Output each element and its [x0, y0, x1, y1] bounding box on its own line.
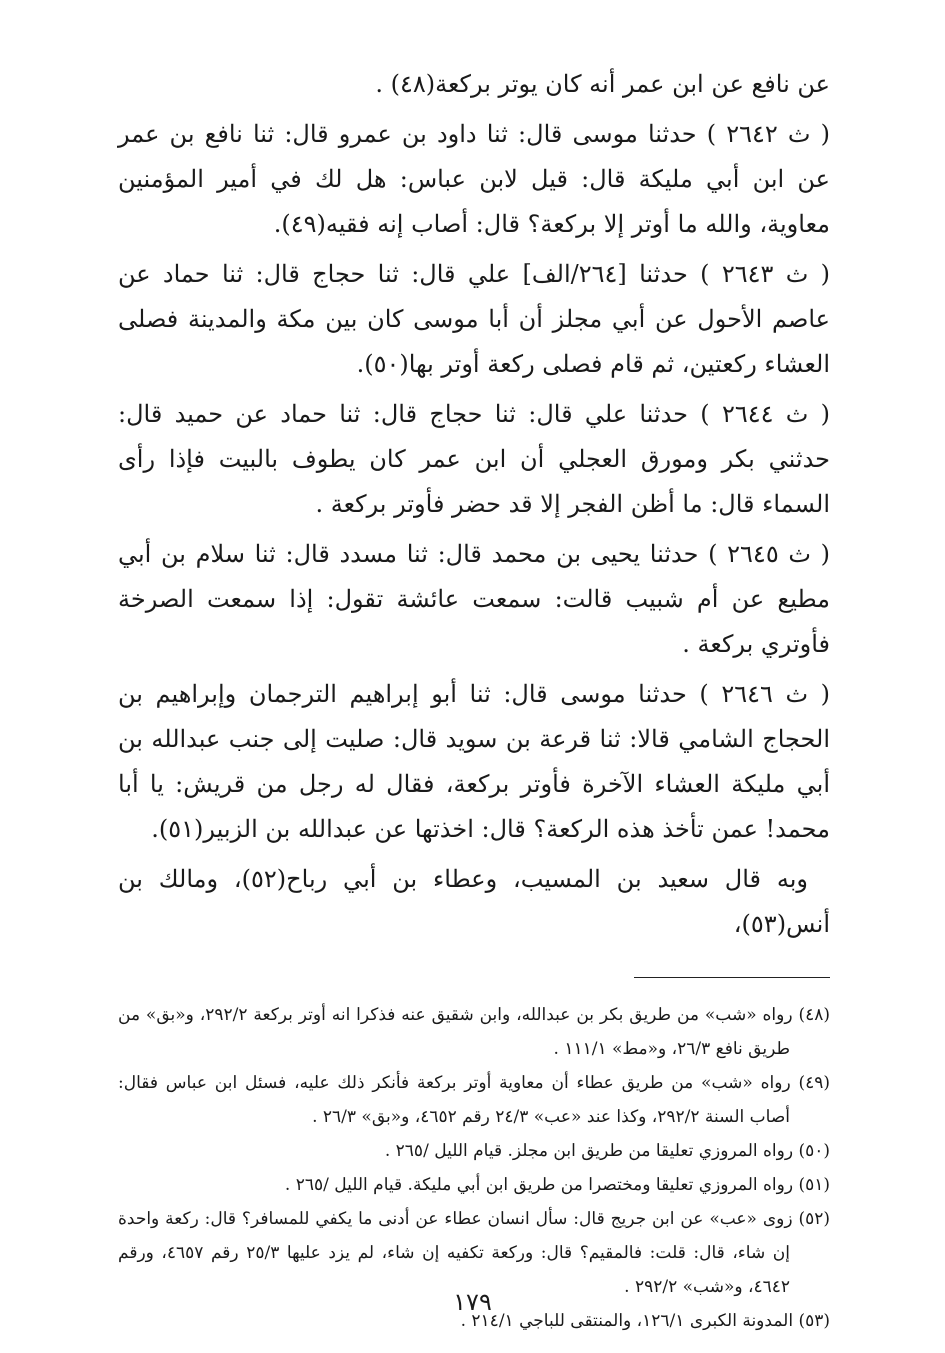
paragraph-hadith-2644: ( ث ٢٦٤٤ ) حدثنا علي قال: ثنا حجاج قال: ثنا حماد عن حميد قال: حدثني بكر ومورق العجلي أن ابن عمر كان يطوف بالبيت فإذا رأى السماء قال: ما أظن الفجر إلا قد حضر فأوتر بركعة . [118, 400, 830, 518]
paragraph-hadith-2646: ( ث ٢٦٤٦ ) حدثنا موسى قال: ثنا أبو إبراهيم الترجمان وإبراهيم بن الحجاج الشامي قالا: ثنا قرعة بن سويد قال: صليت إلى جنب عبدالله بن أبي مليكة العشاء الآخرة فأوتر بركعة، فقال له رجل من قريش: يا أبا محمد! عمن تأخذ هذه الركعة؟ قال: اخذتها عن عبدالله بن الزبير(٥١). [118, 680, 830, 843]
page-body [118, 62, 830, 1338]
footnote-50: (٥٠) رواه المروزي تعليقا من طريق ابن مجلز. قيام الليل /٢٦٥ . [384, 1141, 830, 1161]
main-text [118, 62, 830, 947]
footnote-48: (٤٨) رواه «شب» من طريق بكر بن عبدالله، وابن شقيق عنه فذكرا انه أوتر بركعة ٢٩٢/٢، و«بق» من طريق نافع ٢٦/٣، و«مط» ١١١/١ . [118, 1005, 830, 1059]
paragraph-continuation: عن نافع عن ابن عمر أنه كان يوتر بركعة(٤٨) . [375, 70, 830, 98]
footnote-53: (٥٣) المدونة الكبرى ١٢٦/١، والمنتقى للباجي ٢١٤/١ . [460, 1311, 830, 1331]
footnote-51: (٥١) رواه المروزي تعليقا ومختصرا من طريق ابن أبي مليكة. قيام الليل /٢٦٥ . [284, 1175, 830, 1195]
footnotes [118, 998, 830, 1338]
paragraph-hadith-2643: ( ث ٢٦٤٣ ) حدثنا [٢٦٤/الف] علي قال: ثنا حجاج قال: ثنا حماد عن عاصم الأحول عن أبي مجلز أن أبا موسى كان بين مكة والمدينة فصلى العشاء ركعتين، ثم قام فصلى ركعة أوتر بها(٥٠). [118, 260, 831, 378]
paragraph-closing: وبه قال سعيد بن المسيب، وعطاء بن أبي رباح(٥٢)، ومالك بن أنس(٥٣)، [118, 865, 830, 938]
paragraph-hadith-2645: ( ث ٢٦٤٥ ) حدثنا يحيى بن محمد قال: ثنا مسدد قال: ثنا سلام بن أبي مطيع عن أم شبيب قالت: سمعت عائشة تقول: إذا سمعت الصرخة فأوتري بركعة . [118, 540, 830, 658]
footnote-49: (٤٩) رواه «شب» من طريق عطاء أن معاوية أوتر بركعة فأنكر ذلك عليه، فسئل ابن عباس فقال: أصاب السنة ٢٩٢/٢، وكذا عند «عب» ٢٤/٣ رقم ٤٦٥٢، و«بق» ٢٦/٣ . [118, 1073, 830, 1127]
footnote-52: (٥٢) زوى «عب» عن ابن جريج قال: سأل انسان عطاء عن أدنى ما يكفي للمسافر؟ قال: ركعة واحدة إن شاء، قال: قلت: فالمقيم؟ قال: وركعة تكفيه إن شاء، لم يزد عليها ٢٥/٣ رقم ٤٦٥٧، ورقم ٤٦٤٢، و«شب» ٢٩٢/٢ . [118, 1209, 830, 1297]
paragraph-hadith-2642: ( ث ٢٦٤٢ ) حدثنا موسى قال: ثنا داود بن عمرو قال: ثنا نافع بن عمر عن ابن أبي مليكة قال: قيل لابن عباس: هل لك في أمير المؤمنين معاوية، والله ما أوتر إلا بركعة؟ قال: أصاب إنه فقيه(٤٩). [118, 120, 830, 238]
footnote-divider [634, 977, 830, 978]
page-number: ١٧٩ [453, 1288, 492, 1316]
